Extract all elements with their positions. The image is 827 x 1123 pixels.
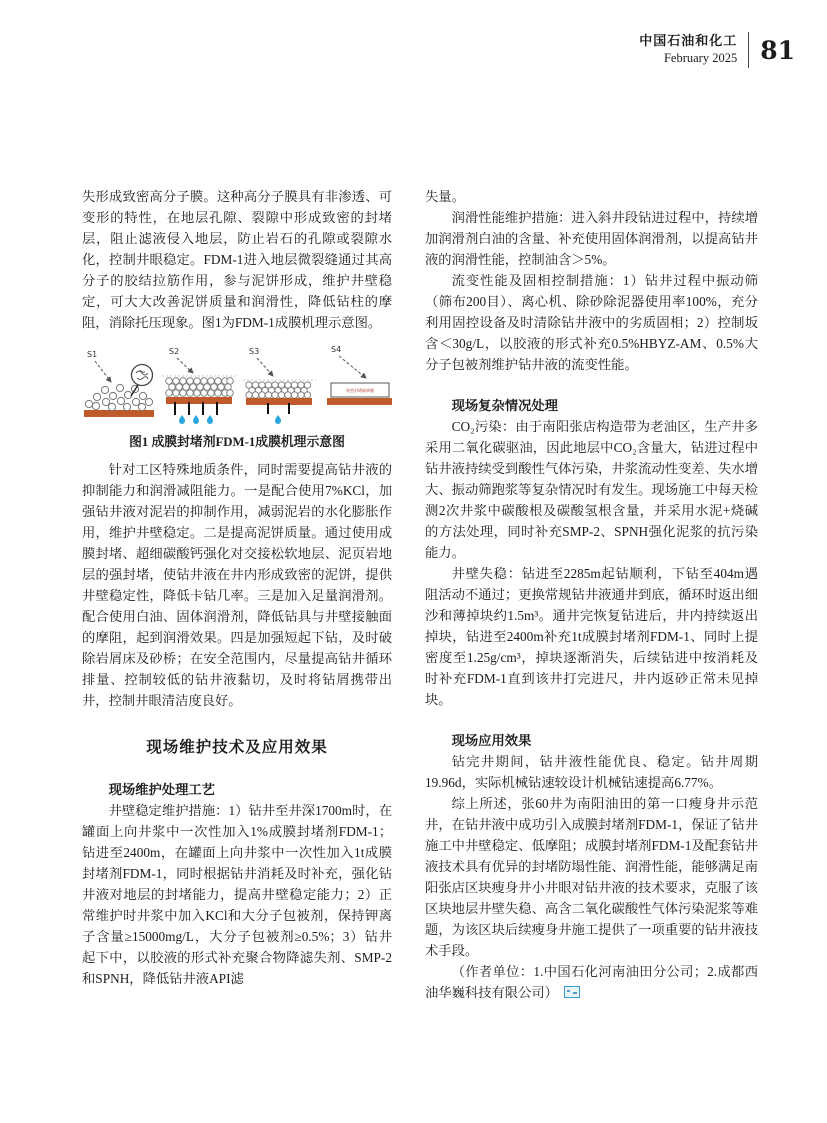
author-affiliation <box>425 961 758 1003</box>
figure-1 <box>82 340 392 453</box>
dense-film-label: 致密封堵隔离膜 <box>346 388 374 393</box>
journal-name: 中国石油和化工 <box>639 33 738 49</box>
water-droplet <box>275 415 281 424</box>
paragraph: 井壁稳定维护措施：1）钻井至井深1700m时，在罐面上向井浆中一次性加入1%成膜封堵剂FDM-1；钻进至2400m，在罐面上向井浆中一次性加入1t成膜封堵剂FDM-1，同时根据钻井消耗及时补充，强化钻井液对地层的封堵能力，提高井壁稳定能力；2）正常维护时井浆中加入KCl和大分子包被剂，保持钾离子含量≥15000mg/L，大分子包被剂≥0.5%；3）钻井起下中，以胶液的形式补充聚合物降滤失剂、SMP-2和SPNH，降低钻井液API滤 <box>82 803 392 986</box>
paragraph: 综上所述，张60井为南阳油田的第一口瘦身井示范井，在钻井液中成功引入成膜封堵剂FDM-1，保证了钻井施工中井壁稳定、低摩阻；成膜封堵剂FDM-1及配套钻井液技术具有优异的封堵防塌性能、润滑性能，能够满足南阳张店区块瘦身井小井眼对钻井液的技术要求，克服了该区块地层井壁失稳、高含二氧化碳酸性气体污染泥浆等难题，为该区块后续瘦身井施工提供了一项重要的钻井液技术手段。 <box>425 796 758 958</box>
paragraph: 失量。 <box>425 189 465 204</box>
paragraph: 失形成致密高分子膜。这种高分子膜具有非渗透、可变形的特性，在地层孔隙、裂隙中形成致密的封堵层，阻止滤液侵入地层，防止岩石的孔隙或裂隙水化，控制井眼稳定。FDM-1进入地层微裂缝通过其高分子的胶结拉筋作用，参与泥饼形成，维护井壁稳定，可大大改善泥饼质量和润滑性，降低钻柱的摩阻，消除托压现象。图1为FDM-1成膜机理示意图。 <box>82 189 392 330</box>
figure-caption: 图1 成膜封堵剂FDM-1成膜机理示意图 <box>129 435 345 449</box>
stage-s1-label: S1 <box>87 350 98 359</box>
subsection-heading: 现场维护处理工艺 <box>108 782 215 797</box>
stage-s3 <box>243 347 316 424</box>
page-header <box>639 32 795 68</box>
film-forming-mechanism-diagram <box>82 340 392 428</box>
column-right <box>425 186 758 1003</box>
end-of-article-icon <box>564 986 580 998</box>
paragraph: 井壁失稳：钻进至2285m起钻顺利，下钻至404m遇阻活动不通过；更换常规钻井液通井到底，循环时返出细沙和薄掉块约1.5m³。通井完恢复钻进后，井内持续返出掉块，钻进至2400m补充1t成膜封堵剂FDM-1、同时上提密度至1.25g/cm³，掉块逐渐消失，后续钻进中按消耗及时补充FDM-1直到该井打完进尺，井内返砂正常未见掉块。 <box>425 566 758 707</box>
magnifier-icon <box>132 365 153 386</box>
journal-block <box>639 34 737 65</box>
page-number: 81 <box>760 35 795 65</box>
subsection-heading: 现场应用效果 <box>451 733 532 748</box>
stage-s4-label: S4 <box>331 345 342 354</box>
stage-s4 <box>327 345 392 405</box>
subsection-heading: 现场复杂情况处理 <box>451 398 558 413</box>
stage-s3-label: S3 <box>249 347 260 356</box>
author-affiliation-text: （作者单位：1.中国石化河南油田分公司；2.成都西油华巍科技有限公司） <box>425 964 758 1000</box>
column-left <box>82 186 392 1003</box>
stage-s2-label: S2 <box>169 347 180 356</box>
stage-s2 <box>162 347 236 424</box>
paragraph: CO₂污染：由于南阳张店构造带为老油区，生产井多采用二氧化碳驱油，因此地层中CO₂含量大，钻进过程中钻井液持续受到酸性气体污染，井浆流动性变差、失水增大、振动筛跑浆等复杂情况时有发生。现场施工中每天检测2次井浆中碳酸根及碳酸氢根含量，并采用水泥+烧碱的方法处理，同时补充SMP-2、SPNH强化泥浆的抗污染能力。 <box>425 419 758 560</box>
paragraph: 钻完井期间，钻井液性能优良、稳定。钻井周期19.96d，实际机械钻速较设计机械钻速提高6.77%。 <box>425 754 758 790</box>
paragraph: 润滑性能维护措施：进入斜井段钻进过程中，持续增加润滑剂白油的含量、补充使用固体润滑剂，以提高钻井液的润滑性能，控制油含＞5%。 <box>425 210 758 267</box>
article-body <box>82 186 758 1003</box>
header-divider <box>748 32 749 68</box>
section-heading: 现场维护技术及应用效果 <box>146 739 328 756</box>
stage-s1 <box>84 350 154 417</box>
paragraph: 针对工区特殊地质条件，同时需要提高钻井液的抑制能力和润滑减阻能力。一是配合使用7%KCl，加强钻井液对泥岩的抑制作用，减弱泥岩的水化膨胀作用，维护井壁稳定。二是提高泥饼质量。通过使用成膜封堵、超细碳酸钙强化对交接松软地层、泥页岩地层的强封堵，使钻井液在井内形成致密的泥饼，提供井壁稳定性，降低卡钻几率。三是加入足量润滑剂。配合使用白油、固体润滑剂，降低钻具与井壁接触面的摩阻，起到润滑效果。四是加强短起下钻，及时破除岩屑床及砂桥；在安全范围内，尽量提高钻井循环排量、控制较低的钻井液黏切，及时将钻屑携带出井，控制井眼清洁度良好。 <box>82 462 392 708</box>
water-droplets <box>179 415 213 424</box>
paragraph: 流变性能及固相控制措施：1）钻井过程中振动筛（筛布200目）、离心机、除砂除泥器使用率100%，充分利用固控设备及时清除钻井液中的劣质固相；2）控制坂含＜30g/L，以胶液的形式补充0.5%HBYZ-AM、0.5%大分子包被剂维护钻井液的流变性能。 <box>425 273 758 372</box>
journal-date: February 2025 <box>663 51 738 66</box>
